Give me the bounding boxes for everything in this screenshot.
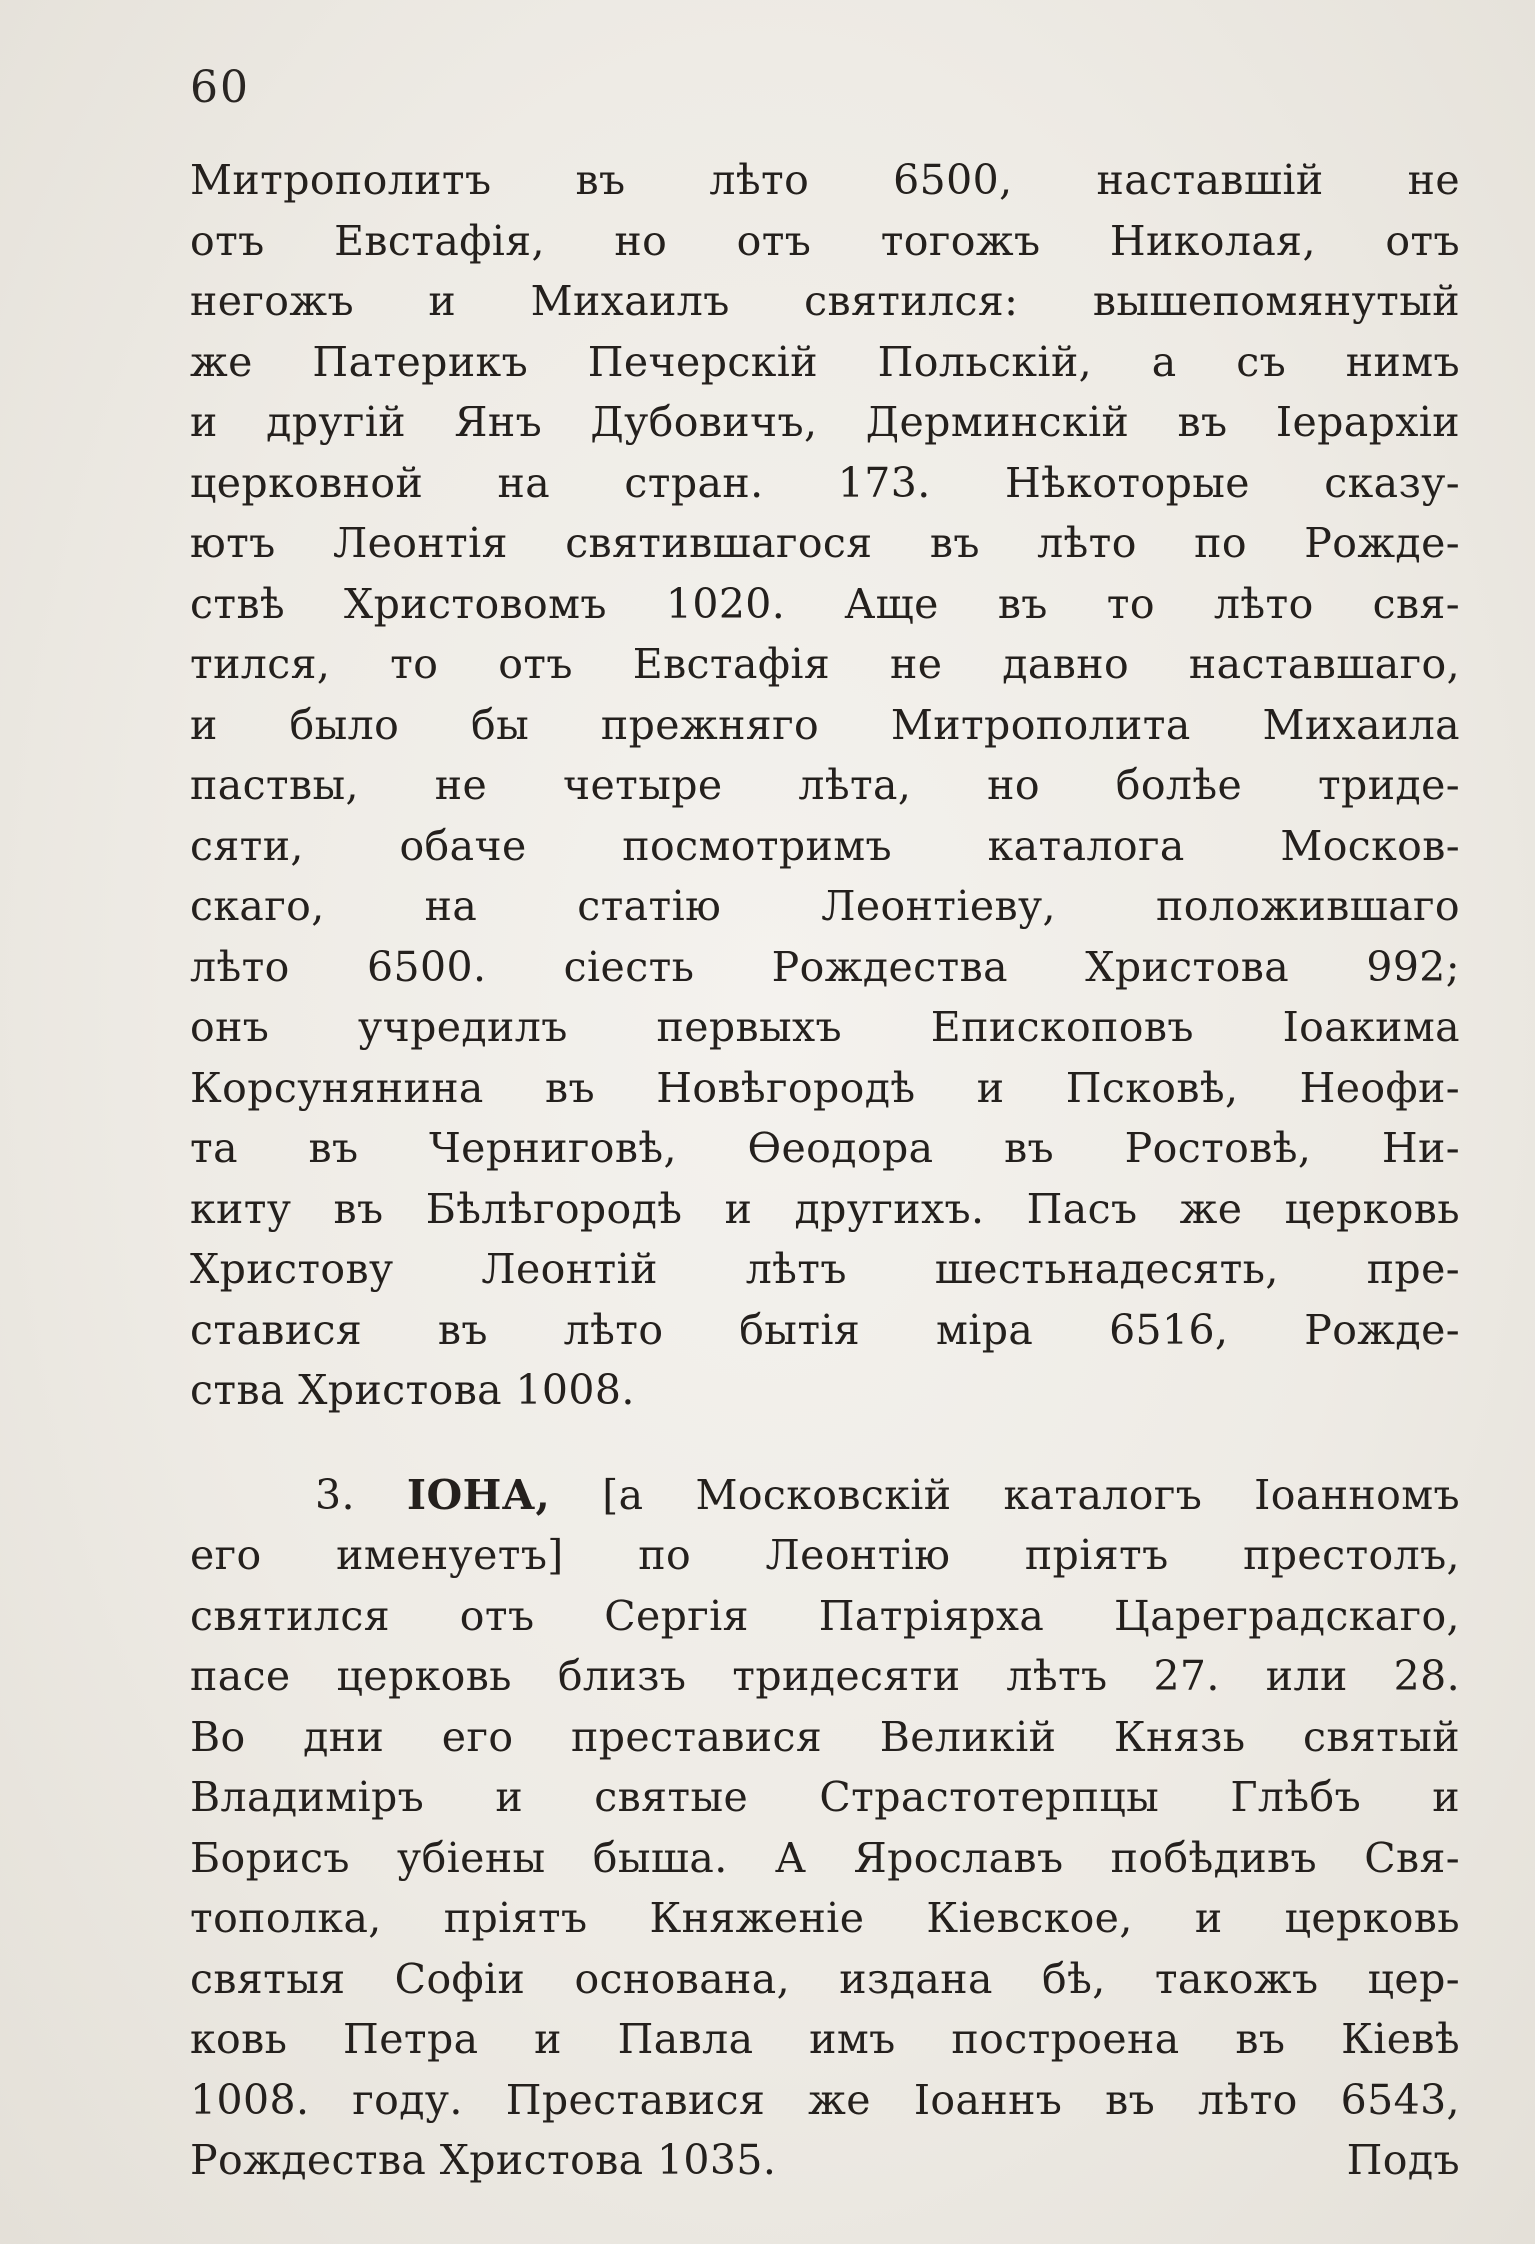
text-line: и другій Янъ Дубовичъ, Дерминскій въ Іерархіи — [190, 398, 1460, 446]
text-line: ставися въ лѣто бытія міра 6516, Рожде- — [190, 1305, 1460, 1354]
final-line — [190, 2130, 1460, 2191]
text-line: его именуетъ] по Леонтію пріятъ престолъ, — [190, 1531, 1460, 1579]
text-line: скаго, на статію Леонтіеву, положившаго — [190, 882, 1460, 930]
text-line: киту въ Бѣлѣгородѣ и другихъ. Пасъ же церковь — [190, 1184, 1460, 1233]
text-line: Борисъ убіены быша. А Ярославъ побѣдивъ Свя- — [190, 1833, 1460, 1882]
text-line: ствѣ Христовомъ 1020. Аще въ то лѣто свя- — [190, 579, 1460, 628]
text-line: ковь Петра и Павла имъ построена въ Кіевѣ — [190, 2015, 1460, 2063]
text-line: и было бы прежняго Митрополита Михаила — [190, 700, 1460, 749]
text-line: тился, то отъ Евстафія не давно наставшаго, — [190, 640, 1460, 688]
text-line: Корсунянина въ Новѣгородѣ и Псковѣ, Неофи- — [190, 1063, 1460, 1112]
section-name: ІОНА, — [406, 1470, 551, 1519]
text-line: святился отъ Сергія Патріярха Цареградскаго, — [190, 1591, 1460, 1640]
text-line: ютъ Леонтія святившагося въ лѣто по Рожде- — [190, 519, 1460, 567]
text-line: пасе церковь близъ тридесяти лѣтъ 27. или 28. — [190, 1652, 1460, 1700]
body-text — [190, 150, 1460, 2191]
section-first-line-text: [а Московскій каталогъ Іоанномъ — [602, 1470, 1461, 1519]
paragraph-end-line: ства Христова 1008. — [190, 1366, 635, 1414]
text-line: негожъ и Михаилъ святился: вышепомянутый — [190, 277, 1460, 325]
catchword: Подъ — [1346, 2136, 1460, 2184]
section-number: 3. — [315, 1470, 355, 1519]
text-line: же Патерикъ Печерскій Польскій, а съ нимъ — [190, 337, 1460, 386]
text-line: Митрополитъ въ лѣто 6500, наставшій не — [190, 156, 1460, 204]
page-number: 60 — [190, 62, 250, 113]
text-line: онъ учредилъ первыхъ Епископовъ Іоакима — [190, 1003, 1460, 1051]
final-line-text: Рождества Христова 1035. — [190, 2136, 777, 2184]
text-line: церковной на стран. 173. Нѣкоторые сказу- — [190, 458, 1460, 507]
text-line: Во дни его преставися Великій Князь святый — [190, 1712, 1460, 1761]
text-line: сяти, обаче посмотримъ каталога Москов- — [190, 821, 1460, 870]
text-line: лѣто 6500. сіесть Рождества Христова 992; — [190, 942, 1460, 991]
text-line: паствы, не четыре лѣта, но болѣе тридe- — [190, 761, 1460, 809]
text-line: отъ Евстафія, но отъ тогожъ Николая, отъ — [190, 216, 1460, 265]
text-line: Владиміръ и святые Страстотерпцы Глѣбъ и — [190, 1773, 1460, 1821]
section-heading-line — [190, 1465, 1460, 1526]
text-line: 1008. году. Преставися же Іоаннъ въ лѣто 6543, — [190, 2075, 1460, 2124]
text-line: тополка, пріятъ Княженіе Кіевское, и церковь — [190, 1894, 1460, 1942]
text-line: Христову Леонтій лѣтъ шестьнадесять, пре- — [190, 1245, 1460, 1293]
text-line: святыя Софіи основана, издана бѣ, такожъ цер- — [190, 1954, 1460, 2003]
text-line: та въ Черниговѣ, Ѳеодора въ Ростовѣ, Ни- — [190, 1124, 1460, 1172]
